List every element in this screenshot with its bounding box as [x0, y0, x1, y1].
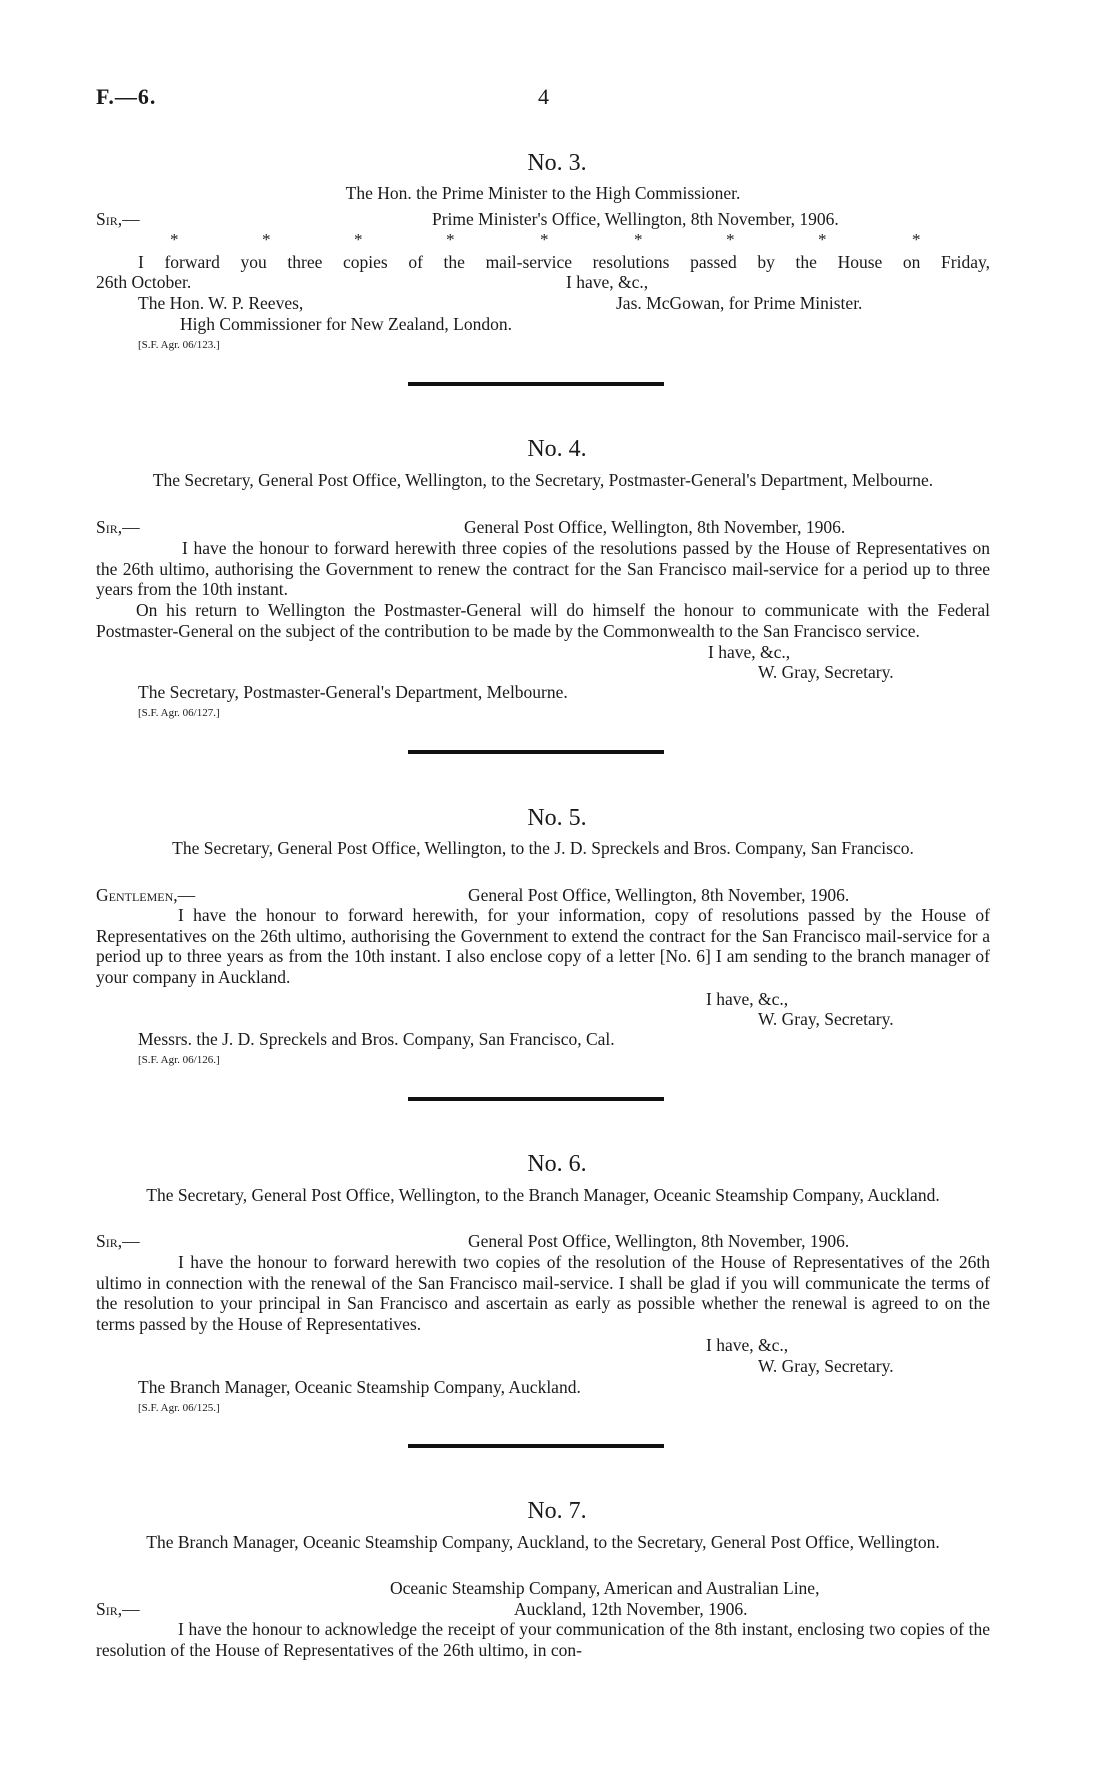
section-4-paragraph-2-text: On his return to Wellington the Postmaster-General will do himself the honour to communicate with the Federal Postmaster-General on the subject of the contribution to be made by the Commonwealth to the San Francisco service. — [96, 600, 990, 641]
section-6-file-reference: [S.F. Agr. 06/125.] — [138, 1402, 220, 1414]
section-3-address: Prime Minister's Office, Wellington, 8th November, 1906. — [432, 209, 839, 229]
section-5-signature: W. Gray, Secretary. — [758, 1009, 894, 1029]
section-7-paragraph-1 — [96, 1619, 990, 1660]
section-3-closing: I have, &c., — [566, 272, 649, 292]
section-6-from: The Secretary, General Post Office, Wellington, to the Branch Manager, Oceanic Steamship Company, Auckland. — [146, 1185, 940, 1205]
section-4-signature: W. Gray, Secretary. — [758, 662, 894, 682]
section-6-salutation: Sir,— — [96, 1231, 140, 1251]
section-3-title: No. 3. — [527, 150, 587, 176]
section-5-address: General Post Office, Wellington, 8th November, 1906. — [468, 885, 850, 905]
section-3-from: The Hon. the Prime Minister to the High Commissioner. — [345, 183, 741, 203]
section-4-title: No. 4. — [527, 436, 587, 462]
section-7-title: No. 7. — [527, 1498, 587, 1524]
asterisk: * — [634, 230, 643, 249]
section-5-file-reference: [S.F. Agr. 06/126.] — [138, 1054, 220, 1066]
section-3-salutation: Sir,— — [96, 209, 140, 229]
section-4-closing: I have, &c., — [708, 642, 791, 662]
section-5-from: The Secretary, General Post Office, Wellington, to the J. D. Spreckels and Bros. Company, San Francisco. — [172, 838, 914, 858]
section-7-salutation: Sir,— — [96, 1599, 140, 1619]
section-5-paragraph-1 — [96, 905, 990, 987]
asterisk: * — [446, 230, 455, 249]
section-4-paragraph-1-text: I have the honour to forward herewith three copies of the resolutions passed by the House of Representatives on the 26th ultimo, authorising the Government to renew the contract for the San Francisco mail-service for a period up to three years from the 10th instant. — [96, 538, 990, 600]
parliamentary-paper-code: F.—6. — [96, 84, 157, 109]
section-4-file-reference: [S.F. Agr. 06/127.] — [138, 707, 220, 719]
section-4-address: General Post Office, Wellington, 8th November, 1906. — [464, 517, 846, 537]
section-6-address: General Post Office, Wellington, 8th November, 1906. — [468, 1231, 850, 1251]
section-3-recipient-line-1: The Hon. W. P. Reeves, — [138, 293, 304, 313]
section-3-body-line-1: I forward you three copies of the mail-service resolutions passed by the House on Friday, — [138, 252, 990, 272]
section-divider — [408, 1097, 664, 1101]
section-5-salutation: Gentlemen,— — [96, 885, 196, 905]
asterisk: * — [726, 230, 735, 249]
section-5-title: No. 5. — [527, 805, 587, 831]
section-7-paragraph-1-text: I have the honour to acknowledge the receipt of your communication of the 8th instant, enclosing two copies of the resolution of the House of Representatives of the 26th ultimo, in con- — [96, 1619, 990, 1660]
page-number: 4 — [538, 84, 549, 109]
section-4-from: The Secretary, General Post Office, Wellington, to the Secretary, Postmaster-General's Department, Melbourne. — [152, 470, 934, 490]
asterisk: * — [818, 230, 827, 249]
section-4-salutation: Sir,— — [96, 517, 140, 537]
section-5-closing: I have, &c., — [706, 989, 789, 1009]
section-4-paragraph-2 — [96, 600, 990, 641]
section-3-body-line-2: 26th October. — [96, 272, 192, 292]
asterisk: * — [912, 230, 921, 249]
section-6-signature: W. Gray, Secretary. — [758, 1356, 894, 1376]
section-divider — [408, 382, 664, 386]
section-6-recipient: The Branch Manager, Oceanic Steamship Company, Auckland. — [138, 1377, 581, 1397]
section-6-title: No. 6. — [527, 1151, 587, 1177]
section-6-paragraph-1-text: I have the honour to forward herewith two copies of the resolution of the House of Representatives of the 26th ultimo in connection with the renewal of the San Francisco mail-service. I shall be glad if you will communicate the terms of the resolution to your principal in San Francisco and ascertain as early as possible whether the renewal is agreed to on the terms passed by the House of Representatives. — [96, 1252, 990, 1334]
section-divider — [408, 1444, 664, 1448]
section-7-address-line-1: Oceanic Steamship Company, American and Australian Line, — [390, 1578, 820, 1598]
section-5-recipient: Messrs. the J. D. Spreckels and Bros. Company, San Francisco, Cal. — [138, 1029, 615, 1049]
section-3-recipient-line-2: High Commissioner for New Zealand, London. — [180, 314, 512, 334]
section-4-recipient: The Secretary, Postmaster-General's Department, Melbourne. — [138, 682, 568, 702]
asterisk: * — [170, 230, 179, 249]
section-6-paragraph-1 — [96, 1252, 990, 1334]
section-divider — [408, 750, 664, 754]
section-6-closing: I have, &c., — [706, 1335, 789, 1355]
asterisk: * — [540, 230, 549, 249]
section-7-from: The Branch Manager, Oceanic Steamship Company, Auckland, to the Secretary, General Post Office, Wellington. — [146, 1532, 940, 1552]
section-4-paragraph-1 — [96, 538, 990, 600]
section-5-paragraph-1-text: I have the honour to forward herewith, for your information, copy of resolutions passed by the House of Representatives on the 26th ultimo, authorising the Government to extend the contract for the San Francisco mail-service for a period up to three years as from the 10th instant. I also enclose copy of a letter [No. 6] I am sending to the branch manager of your company in Auckland. — [96, 905, 990, 987]
section-3-file-reference: [S.F. Agr. 06/123.] — [138, 339, 220, 351]
asterisk: * — [354, 230, 363, 249]
section-3-signature: Jas. McGowan, for Prime Minister. — [616, 293, 863, 313]
section-7-address-line-2: Auckland, 12th November, 1906. — [514, 1599, 748, 1619]
asterisk: * — [262, 230, 271, 249]
